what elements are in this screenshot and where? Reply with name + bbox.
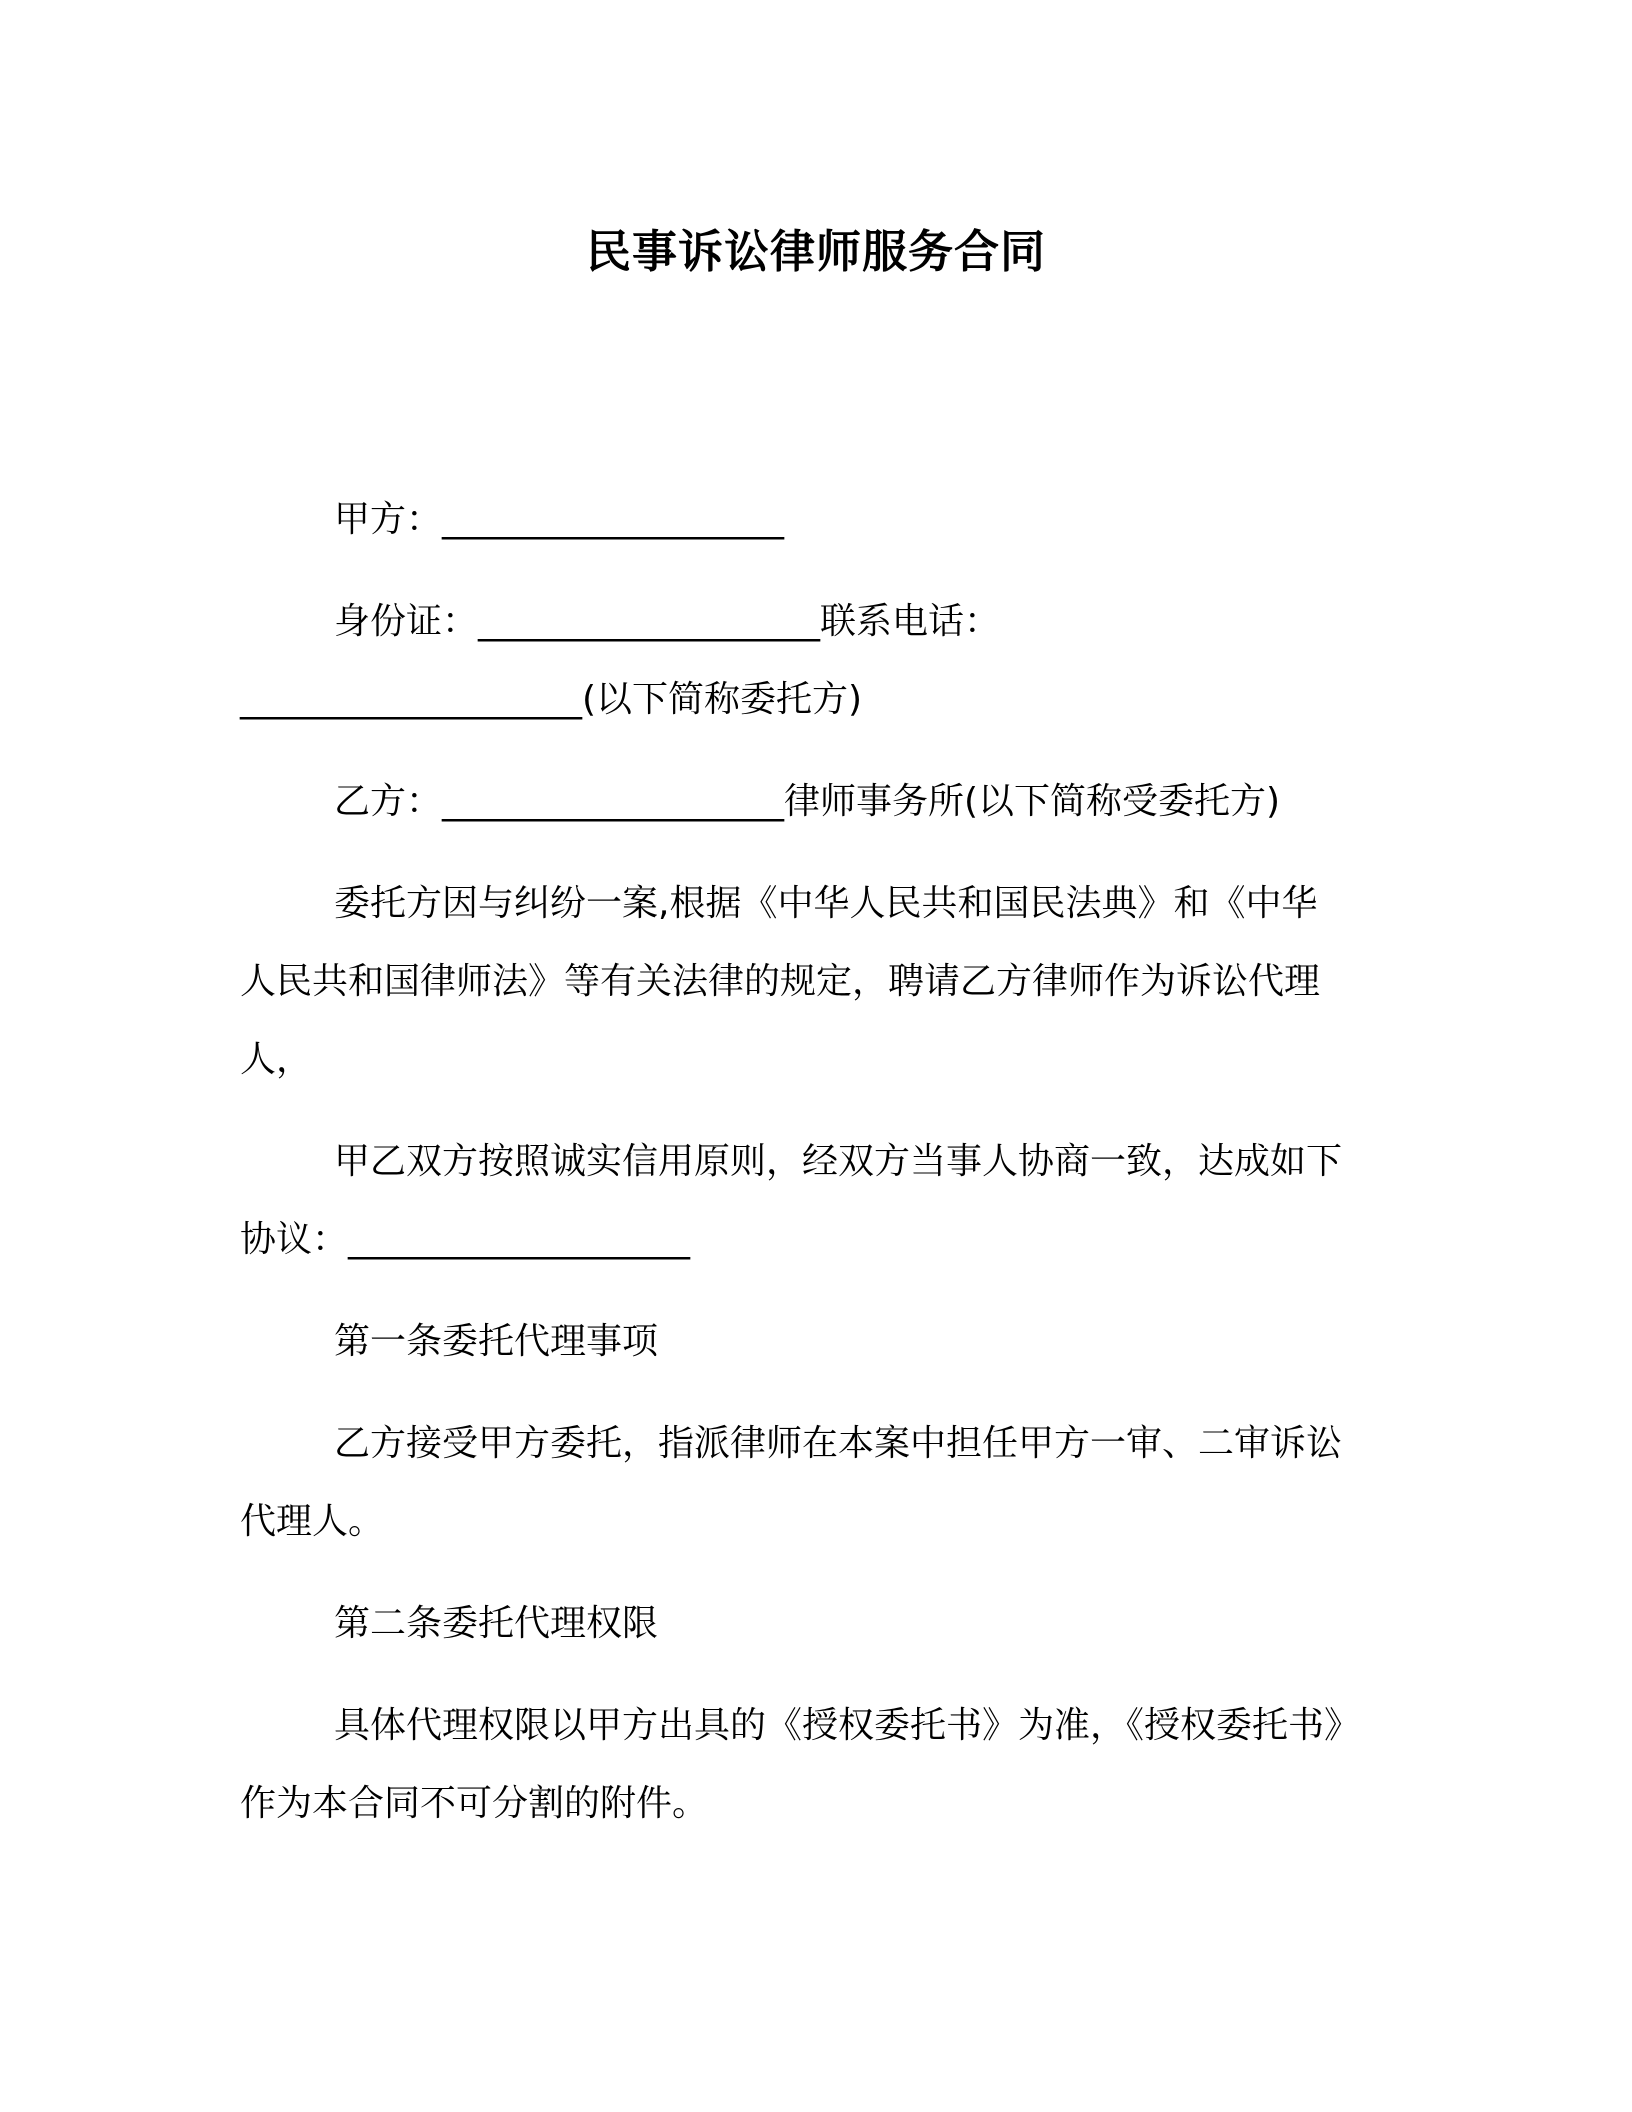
article-2-body-line-2: 作为本合同不可分割的附件。 (240, 1783, 709, 1824)
article-1-heading: 第一条委托代理事项 (334, 1321, 659, 1362)
article-2-body-line-1: 具体代理权限以甲方出具的《授权委托书》为准，《授权委托书》 (334, 1705, 1361, 1746)
agreement-line-2: 协议：___________________ (240, 1219, 691, 1260)
preamble-line-3: 人， (240, 1039, 313, 1080)
party-b-line: 乙方：___________________律师事务所(以下简称受委托方) (334, 781, 1281, 822)
agreement-line-1: 甲乙双方按照诚实信用原则，经双方当事人协商一致，达成如下 (334, 1141, 1343, 1182)
party-a-line: 甲方：___________________ (334, 499, 785, 540)
article-2-heading: 第二条委托代理权限 (334, 1603, 659, 1644)
article-1-body-line-1: 乙方接受甲方委托，指派律师在本案中担任甲方一审、二审诉讼 (334, 1423, 1343, 1464)
client-alias-line: ___________________(以下简称委托方) (240, 679, 863, 720)
document-title: 民事诉讼律师服务合同 (585, 225, 1046, 278)
article-1-body-line-2: 代理人。 (240, 1501, 385, 1542)
preamble-line-1: 委托方因与纠纷一案,根据《中华人民共和国民法典》和《中华 (334, 883, 1318, 924)
id-phone-line: 身份证：___________________联系电话： (334, 601, 1001, 642)
preamble-line-2: 人民共和国律师法》等有关法律的规定，聘请乙方律师作为诉讼代理 (240, 961, 1321, 1002)
